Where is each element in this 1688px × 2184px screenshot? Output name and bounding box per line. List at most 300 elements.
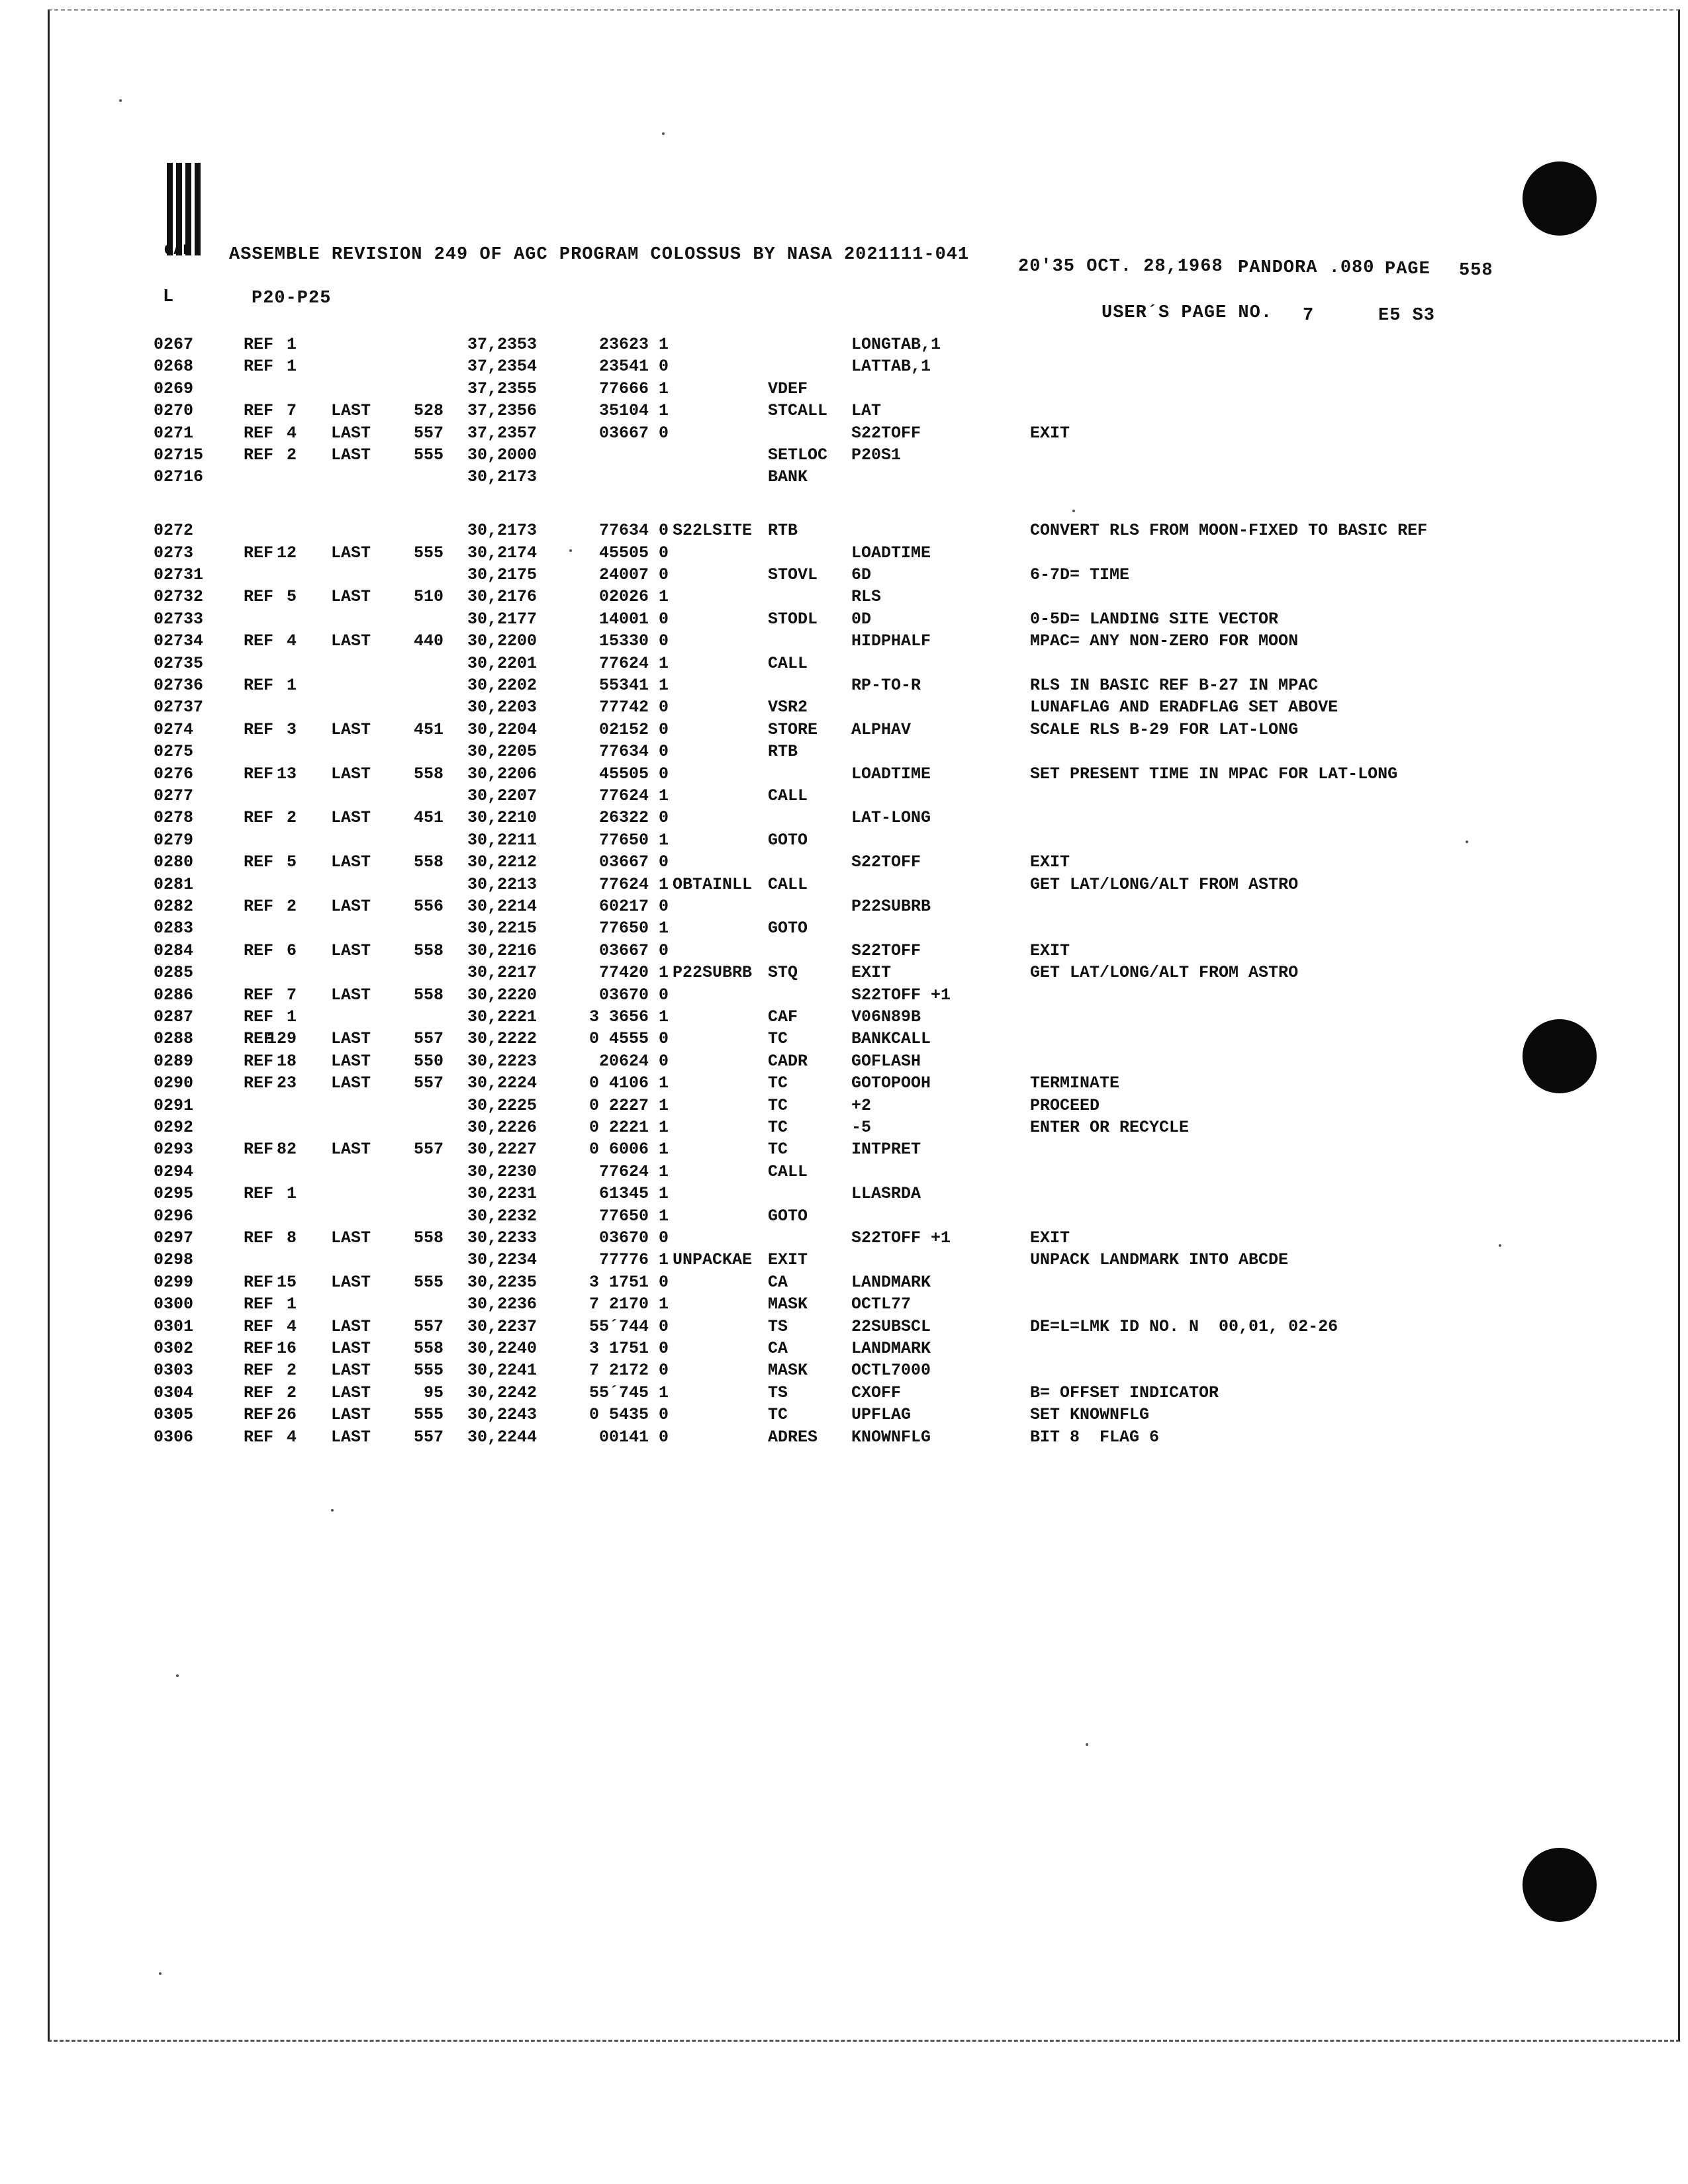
- cell-operand: LANDMARK: [851, 1272, 931, 1292]
- cell-line: 02736: [154, 676, 204, 695]
- cell-comment: UNPACK LANDMARK INTO ABCDE: [1030, 1250, 1289, 1270]
- listing-row: [0, 897, 1523, 919]
- cell-last: LAST: [331, 631, 371, 651]
- cell-ref: REF: [244, 1383, 274, 1402]
- cell-ref: REF: [244, 897, 274, 916]
- cell-operand: S22TOFF +1: [851, 1228, 951, 1248]
- listing-row: [0, 335, 1523, 357]
- cell-n: 23: [276, 1073, 297, 1093]
- cell-line: 0306: [154, 1427, 194, 1447]
- cell-n: 2: [286, 808, 297, 828]
- cell-last: LAST: [331, 1228, 371, 1248]
- listing-row: [0, 1096, 1523, 1118]
- cell-code: 0 6006 1: [588, 1140, 669, 1160]
- cell-op: VDEF: [768, 379, 808, 398]
- cell-comment: LUNAFLAG AND ERADFLAG SET ABOVE: [1030, 698, 1338, 717]
- cell-n: 4: [286, 1427, 297, 1447]
- cell-code: 0 2221 1: [588, 1118, 669, 1137]
- cell-line: 0278: [154, 808, 194, 828]
- cell-code: 77650 1: [598, 919, 669, 938]
- cell-line: 0300: [154, 1295, 194, 1314]
- cell-line: 0305: [154, 1405, 194, 1425]
- cell-last: LAST: [331, 1272, 371, 1292]
- cell-addr: 30,2236: [467, 1295, 538, 1314]
- cell-ref: REF: [244, 587, 274, 607]
- cell-line: 0287: [154, 1007, 194, 1026]
- cell-code: 03670 0: [598, 1228, 669, 1248]
- cell-comment: 0-5D= LANDING SITE VECTOR: [1030, 609, 1279, 629]
- speck: [1086, 1743, 1088, 1746]
- cell-operand: UPFLAG: [851, 1405, 912, 1425]
- cell-last: LAST: [331, 1140, 371, 1160]
- cell-n: 2: [286, 1383, 297, 1402]
- cell-op: CADR: [768, 1051, 808, 1071]
- cell-op: ADRES: [768, 1427, 818, 1447]
- cell-last: LAST: [331, 1405, 371, 1425]
- cell-comment: EXIT: [1030, 940, 1070, 960]
- speck: [1499, 1244, 1501, 1247]
- cell-op: CALL: [768, 653, 808, 673]
- cell-line: 0272: [154, 521, 194, 541]
- cell-last: LAST: [331, 1339, 371, 1358]
- listing-row: [0, 1140, 1523, 1162]
- cell-addr: 30,2211: [467, 830, 538, 850]
- cell-addr: 30,2227: [467, 1140, 538, 1160]
- cell-code: 24007 0: [598, 565, 669, 584]
- listing-row: [0, 919, 1523, 941]
- cell-comment: 6-7D= TIME: [1030, 565, 1130, 584]
- cell-addr: 30,2233: [467, 1228, 538, 1248]
- cell-last: LAST: [331, 852, 371, 872]
- cell-op: MASK: [768, 1361, 808, 1381]
- listing-row: [0, 742, 1523, 764]
- listing-row: [0, 831, 1523, 853]
- cell-code: 7 2170 1: [588, 1295, 669, 1314]
- cell-addr: 37,2356: [467, 401, 538, 421]
- listing-row: [0, 1383, 1523, 1406]
- listing-row: [0, 1029, 1523, 1052]
- cell-line: 0269: [154, 379, 194, 398]
- cell-code: 0 4106 1: [588, 1073, 669, 1093]
- cell-code: 03667 0: [598, 423, 669, 443]
- cell-code: 60217 0: [598, 897, 669, 916]
- listing-row: [0, 1073, 1523, 1096]
- listing-row: [0, 1007, 1523, 1030]
- cell-op: EXIT: [768, 1250, 808, 1270]
- cell-operand: GOTOPOOH: [851, 1073, 931, 1093]
- cell-ref: REF: [244, 1029, 274, 1049]
- cell-addr: 30,2215: [467, 919, 538, 938]
- cell-lnum: 528: [413, 401, 444, 421]
- cell-addr: 30,2235: [467, 1272, 538, 1292]
- cell-op: TS: [768, 1316, 788, 1336]
- cell-operand: +2: [851, 1095, 872, 1115]
- cell-line: 0271: [154, 423, 194, 443]
- cell-line: 02735: [154, 653, 204, 673]
- cell-n: 26: [276, 1405, 297, 1425]
- cell-line: 0297: [154, 1228, 194, 1248]
- cell-comment: TERMINATE: [1030, 1073, 1120, 1093]
- listing-row: [0, 1184, 1523, 1206]
- cell-operand: P20S1: [851, 445, 902, 465]
- cell-op: TC: [768, 1118, 788, 1137]
- cell-code: 02152 0: [598, 719, 669, 739]
- cell-line: 0292: [154, 1118, 194, 1137]
- cell-line: 0283: [154, 919, 194, 938]
- listing-row: [0, 1118, 1523, 1140]
- cell-n: 1: [286, 357, 297, 377]
- cell-addr: 30,2210: [467, 808, 538, 828]
- listing-row: [0, 786, 1523, 809]
- cell-addr: 30,2223: [467, 1051, 538, 1071]
- cell-line: 0288: [154, 1029, 194, 1049]
- listing-row: [0, 401, 1523, 424]
- cell-comment: ENTER OR RECYCLE: [1030, 1118, 1190, 1137]
- cell-op: STOVL: [768, 565, 818, 584]
- cell-comment: SCALE RLS B-29 FOR LAT-LONG: [1030, 719, 1299, 739]
- cell-lnum: 557: [413, 1427, 444, 1447]
- cell-operand: RP-TO-R: [851, 676, 921, 695]
- cell-addr: 30,2231: [467, 1184, 538, 1204]
- cell-n: 3: [286, 719, 297, 739]
- cell-lnum: 558: [413, 985, 444, 1005]
- cell-op: STODL: [768, 609, 818, 629]
- cell-n: 7: [286, 401, 297, 421]
- cell-n: 12: [276, 543, 297, 563]
- listing-row: [0, 1405, 1523, 1428]
- cell-addr: 30,2220: [467, 985, 538, 1005]
- cell-operand: 6D: [851, 565, 872, 584]
- listing-row: [0, 543, 1523, 566]
- cell-code: 15330 0: [598, 631, 669, 651]
- cell-addr: 37,2354: [467, 357, 538, 377]
- cell-ref: REF: [244, 1140, 274, 1160]
- cell-line: 0303: [154, 1361, 194, 1381]
- cell-op: GOTO: [768, 919, 808, 938]
- cell-line: 02734: [154, 631, 204, 651]
- e-s-marker: E5 S3: [1378, 306, 1436, 326]
- cell-code: 02026 1: [598, 587, 669, 607]
- cell-code: 03667 0: [598, 940, 669, 960]
- cell-ref: REF: [244, 1073, 274, 1093]
- cell-line: 0296: [154, 1206, 194, 1226]
- cell-op: CALL: [768, 874, 808, 894]
- cell-line: 0295: [154, 1184, 194, 1204]
- cell-operand: S22TOFF +1: [851, 985, 951, 1005]
- cell-ref: REF: [244, 1051, 274, 1071]
- cell-lnum: 451: [413, 719, 444, 739]
- cell-code: 55341 1: [598, 676, 669, 695]
- listing-row: [0, 963, 1523, 985]
- cell-comment: GET LAT/LONG/ALT FROM ASTRO: [1030, 874, 1299, 894]
- listing-row: [0, 1273, 1523, 1295]
- cell-op: GOTO: [768, 830, 808, 850]
- cell-op: TC: [768, 1073, 788, 1093]
- cell-code: 0 5435 0: [588, 1405, 669, 1425]
- cell-addr: 30,2237: [467, 1316, 538, 1336]
- cell-line: 0280: [154, 852, 194, 872]
- listing-row: [0, 1162, 1523, 1185]
- cell-last: LAST: [331, 445, 371, 465]
- cell-n: 82: [276, 1140, 297, 1160]
- pandora-label: PANDORA .080: [1238, 258, 1375, 278]
- cell-op: RTB: [768, 521, 798, 541]
- listing-row: [0, 631, 1523, 654]
- cell-n: 1: [286, 1295, 297, 1314]
- speck: [569, 549, 572, 552]
- cell-lnum: 557: [413, 1316, 444, 1336]
- cell-comment: EXIT: [1030, 1228, 1070, 1248]
- cell-operand: ALPHAV: [851, 719, 912, 739]
- cell-code: 77776 1: [598, 1250, 669, 1270]
- cell-addr: 37,2357: [467, 423, 538, 443]
- cell-last: LAST: [331, 1316, 371, 1336]
- listing-row: [0, 490, 1523, 512]
- cell-operand: V06N89B: [851, 1007, 921, 1026]
- cell-line: 02716: [154, 467, 204, 487]
- cell-op: CA: [768, 1272, 788, 1292]
- cell-addr: 30,2175: [467, 565, 538, 584]
- cell-addr: 30,2244: [467, 1427, 538, 1447]
- cell-comment: CONVERT RLS FROM MOON-FIXED TO BASIC REF: [1030, 521, 1428, 541]
- listing-row: [0, 1317, 1523, 1340]
- cell-operand: GOFLASH: [851, 1051, 921, 1071]
- cell-operand: S22TOFF: [851, 423, 921, 443]
- cell-comment: EXIT: [1030, 423, 1070, 443]
- cell-code: 7 2172 0: [588, 1361, 669, 1381]
- cell-operand: RLS: [851, 587, 882, 607]
- cell-lnum: 556: [413, 897, 444, 916]
- cell-comment: B= OFFSET INDICATOR: [1030, 1383, 1219, 1402]
- cell-ref: REF: [244, 1184, 274, 1204]
- cell-code: 61345 1: [598, 1184, 669, 1204]
- punch-hole-middle: [1523, 1019, 1597, 1093]
- cell-label: UNPACKAE: [673, 1250, 753, 1270]
- cell-lnum: 558: [413, 852, 444, 872]
- cell-code: 45505 0: [598, 764, 669, 784]
- cell-line: 02733: [154, 609, 204, 629]
- listing-row: [0, 467, 1523, 490]
- listing-row: [0, 808, 1523, 831]
- cell-line: 02731: [154, 565, 204, 584]
- cell-last: LAST: [331, 985, 371, 1005]
- cell-n: 1: [286, 676, 297, 695]
- cell-op: GOTO: [768, 1206, 808, 1226]
- cell-code: 77624 1: [598, 874, 669, 894]
- cell-last: LAST: [331, 543, 371, 563]
- cell-comment: MPAC= ANY NON-ZERO FOR MOON: [1030, 631, 1299, 651]
- cell-addr: 30,2213: [467, 874, 538, 894]
- cell-n: 2: [286, 1361, 297, 1381]
- page-label: PAGE: [1385, 259, 1430, 279]
- cell-lnum: 550: [413, 1051, 444, 1071]
- cell-label: OBTAINLL: [673, 874, 753, 894]
- cell-line: 0293: [154, 1140, 194, 1160]
- cell-n: 5: [286, 852, 297, 872]
- cell-op: RTB: [768, 742, 798, 762]
- cell-ref: REF: [244, 719, 274, 739]
- speck: [662, 132, 665, 135]
- listing-row: [0, 1228, 1523, 1251]
- listing-row: [0, 1052, 1523, 1074]
- cell-code: 77666 1: [598, 379, 669, 398]
- cell-last: LAST: [331, 587, 371, 607]
- cell-addr: 30,2173: [467, 521, 538, 541]
- listing-row: [0, 654, 1523, 676]
- cell-last: LAST: [331, 719, 371, 739]
- cell-code: 55´745 1: [588, 1383, 669, 1402]
- cell-n: 1: [286, 335, 297, 354]
- page-number: 558: [1459, 261, 1493, 281]
- cell-code: 0 2227 1: [588, 1095, 669, 1115]
- logo-text: GAP: [164, 242, 193, 259]
- cell-op: CALL: [768, 786, 808, 805]
- speck: [176, 1674, 179, 1677]
- cell-addr: 30,2201: [467, 653, 538, 673]
- cell-line: 0302: [154, 1339, 194, 1358]
- cell-line: 0277: [154, 786, 194, 805]
- cell-ref: REF: [244, 423, 274, 443]
- cell-code: 35104 1: [598, 401, 669, 421]
- speck: [119, 99, 122, 102]
- cell-ref: REF: [244, 543, 274, 563]
- listing-row: [0, 941, 1523, 964]
- cell-line: 0284: [154, 940, 194, 960]
- cell-op: MASK: [768, 1295, 808, 1314]
- cell-last: LAST: [331, 764, 371, 784]
- cell-operand: LLASRDA: [851, 1184, 921, 1204]
- cell-n: 129: [266, 1029, 297, 1049]
- cell-operand: LOADTIME: [851, 764, 931, 784]
- cell-line: 0298: [154, 1250, 194, 1270]
- cell-n: 6: [286, 940, 297, 960]
- listing-row: [0, 610, 1523, 632]
- cell-operand: LOADTIME: [851, 543, 931, 563]
- cell-addr: 30,2230: [467, 1161, 538, 1181]
- cell-operand: LAT-LONG: [851, 808, 931, 828]
- cell-op: CALL: [768, 1161, 808, 1181]
- cell-op: SETLOC: [768, 445, 828, 465]
- listing-row: [0, 357, 1523, 379]
- cell-n: 4: [286, 423, 297, 443]
- cell-line: 0273: [154, 543, 194, 563]
- cell-addr: 37,2353: [467, 335, 538, 354]
- cell-lnum: 555: [413, 445, 444, 465]
- cell-line: 02715: [154, 445, 204, 465]
- cell-last: LAST: [331, 1427, 371, 1447]
- cell-n: 7: [286, 985, 297, 1005]
- cell-line: 0299: [154, 1272, 194, 1292]
- cell-line: 02732: [154, 587, 204, 607]
- listing-row: [0, 698, 1523, 720]
- cell-line: 0289: [154, 1051, 194, 1071]
- cell-last: LAST: [331, 423, 371, 443]
- cell-op: STCALL: [768, 401, 828, 421]
- cell-code: 77650 1: [598, 1206, 669, 1226]
- cell-code: 3 3656 1: [588, 1007, 669, 1026]
- cell-lnum: 555: [413, 543, 444, 563]
- cell-operand: OCTL77: [851, 1295, 912, 1314]
- cell-code: 77624 1: [598, 653, 669, 673]
- cell-op: CA: [768, 1339, 788, 1358]
- cell-addr: 30,2203: [467, 698, 538, 717]
- cell-addr: 30,2212: [467, 852, 538, 872]
- cell-code: 0 4555 0: [588, 1029, 669, 1049]
- cell-line: 0275: [154, 742, 194, 762]
- listing-row: [0, 852, 1523, 875]
- cell-last: LAST: [331, 1029, 371, 1049]
- cell-n: 1: [286, 1007, 297, 1026]
- cell-lnum: 555: [413, 1361, 444, 1381]
- cell-n: 2: [286, 445, 297, 465]
- cell-op: CAF: [768, 1007, 798, 1026]
- cell-ref: REF: [244, 676, 274, 695]
- cell-lnum: 557: [413, 1073, 444, 1093]
- cell-code: 00141 0: [598, 1427, 669, 1447]
- cell-operand: LONGTAB,1: [851, 335, 941, 354]
- cell-operand: S22TOFF: [851, 852, 921, 872]
- cell-line: 0268: [154, 357, 194, 377]
- user-page-label: USER´S PAGE NO.: [1102, 303, 1273, 323]
- cell-ref: REF: [244, 1228, 274, 1248]
- cell-addr: 30,2221: [467, 1007, 538, 1026]
- punch-hole-top: [1523, 161, 1597, 236]
- cell-lnum: 557: [413, 1029, 444, 1049]
- cell-addr: 30,2234: [467, 1250, 538, 1270]
- cell-op: STORE: [768, 719, 818, 739]
- cell-last: LAST: [331, 1051, 371, 1071]
- cell-lnum: 440: [413, 631, 444, 651]
- cell-addr: 30,2200: [467, 631, 538, 651]
- cell-line: 0294: [154, 1161, 194, 1181]
- cell-ref: REF: [244, 1272, 274, 1292]
- cell-comment: GET LAT/LONG/ALT FROM ASTRO: [1030, 963, 1299, 983]
- cell-operand: KNOWNFLG: [851, 1427, 931, 1447]
- cell-comment: SET PRESENT TIME IN MPAC FOR LAT-LONG: [1030, 764, 1398, 784]
- cell-operand: BANKCALL: [851, 1029, 931, 1049]
- cell-operand: LATTAB,1: [851, 357, 931, 377]
- cell-operand: LANDMARK: [851, 1339, 931, 1358]
- listing-row: [0, 985, 1523, 1008]
- listing-row: [0, 1295, 1523, 1317]
- cell-operand: CXOFF: [851, 1383, 902, 1402]
- cell-lnum: 555: [413, 1405, 444, 1425]
- cell-line: 0279: [154, 830, 194, 850]
- cell-addr: 30,2000: [467, 445, 538, 465]
- cell-code: 55´744 0: [588, 1316, 669, 1336]
- listing-row: [0, 445, 1523, 468]
- cell-label: S22LSITE: [673, 521, 753, 541]
- cell-lnum: 557: [413, 423, 444, 443]
- cell-op: TC: [768, 1095, 788, 1115]
- cell-operand: LAT: [851, 401, 882, 421]
- cell-line: 0281: [154, 874, 194, 894]
- cell-code: 77634 0: [598, 521, 669, 541]
- cell-addr: 30,2222: [467, 1029, 538, 1049]
- cell-code: 23541 0: [598, 357, 669, 377]
- cell-lnum: 558: [413, 940, 444, 960]
- cell-ref: REF: [244, 940, 274, 960]
- listing-row: [0, 875, 1523, 897]
- cell-ref: REF: [244, 1007, 274, 1026]
- listing-row: [0, 1361, 1523, 1383]
- cell-addr: 37,2355: [467, 379, 538, 398]
- cell-comment: PROCEED: [1030, 1095, 1100, 1115]
- cell-code: 26322 0: [598, 808, 669, 828]
- cell-line: 02737: [154, 698, 204, 717]
- cell-line: 0291: [154, 1095, 194, 1115]
- cell-n: 2: [286, 897, 297, 916]
